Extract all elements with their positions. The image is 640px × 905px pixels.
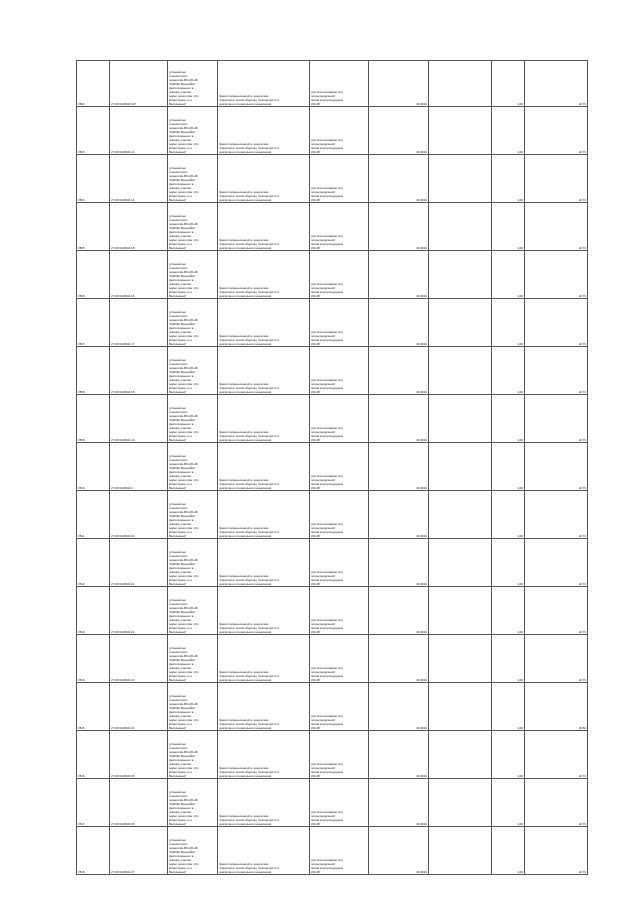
permitted-use-cell: для использования под опоры воздушной линии электропередачи 220 кВ: [310, 443, 369, 491]
coefficient-cell: 1,00: [492, 299, 525, 347]
plot-area-cell: 30,6624: [369, 61, 429, 107]
record-number-cell: 7807: [77, 299, 110, 347]
coefficient-cell: 1,00: [492, 395, 525, 443]
table-row: [77, 299, 588, 347]
plot-area-cell: 30,6624: [369, 347, 429, 395]
land-category-cell: Земли промышленности, энергетики, транспорта, земли обороны, безопасности и земли иного специального назначения: [218, 491, 310, 539]
location-description-cell: установлено относительно ориентира ВЛ-220 кВ "НЛРЭС-Валдгейм", расположенного в границе участка. адрес ориентира: обл. Известковое, р-н Великодный: [168, 539, 218, 587]
land-category-cell: Земли промышленности, энергетики, транспорта, земли обороны, безопасности и земли иного специального назначения: [218, 299, 310, 347]
location-description-cell: установлено относительно ориентира ВЛ-220 кВ "НЛРЭС-Валдгейм", расположенного в границе участка. адрес ориентира: обл. Известковое, р-н Великодный: [168, 61, 218, 107]
location-description-cell: установлено относительно ориентира ВЛ-220 кВ "НЛРЭС-Валдгейм", расположенного в границе участка. адрес ориентира: обл. Известковое, р-н Великодный: [168, 683, 218, 731]
empty-cell-cell: [429, 827, 492, 875]
table-row: [77, 683, 588, 731]
table-row: [77, 251, 588, 299]
cadastral-number-cell: 27:02:0109016:24: [110, 683, 168, 731]
coefficient-cell: 1,00: [492, 251, 525, 299]
location-description-cell: установлено относительно ориентира ВЛ-220 кВ "НЛРЭС-Валдгейм", расположенного в границе участка. адрес ориентира: обл. Известковое, р-н Великодный: [168, 587, 218, 635]
location-description-cell: установлено относительно ориентира ВЛ-220 кВ "НЛРЭС-Валдгейм", расположенного в границе участка. адрес ориентира: обл. Известковое, р-н Великодный: [168, 347, 218, 395]
permitted-use-cell: для использования под опоры воздушной линии электропередачи 220 кВ: [310, 347, 369, 395]
location-description-cell: установлено относительно ориентира ВЛ-220 кВ "НЛРЭС-Валдгейм", расположенного в границе участка. адрес ориентира: обл. Известковое, р-н Великодный: [168, 395, 218, 443]
empty-cell-cell: [429, 539, 492, 587]
empty-cell-cell: [429, 203, 492, 251]
empty-cell-cell: [429, 491, 492, 539]
empty-cell-cell: [429, 347, 492, 395]
land-category-cell: Земли промышленности, энергетики, транспорта, земли обороны, безопасности и земли иного специального назначения: [218, 587, 310, 635]
table-row: [77, 203, 588, 251]
coefficient-cell: 1,00: [492, 539, 525, 587]
empty-cell-cell: [429, 107, 492, 155]
land-plot-table: [76, 60, 588, 875]
empty-cell-cell: [429, 251, 492, 299]
cadastral-number-cell: 27:02:0109016:15: [110, 347, 168, 395]
cadastral-number-cell: 27:02:0109016:3: [110, 443, 168, 491]
plot-area-cell: 30,6624: [369, 443, 429, 491]
plot-area-cell: 30,6624: [369, 731, 429, 779]
table-row: [77, 539, 588, 587]
permitted-use-cell: для использования под опоры воздушной линии электропередачи 220 кВ: [310, 779, 369, 827]
table-row: [77, 731, 588, 779]
record-number-cell: 7814: [77, 635, 110, 683]
cadastral-number-cell: 27:02:0109016:197: [110, 61, 168, 107]
permitted-use-cell: для использования под опоры воздушной линии электропередачи 220 кВ: [310, 61, 369, 107]
land-category-cell: Земли промышленности, энергетики, транспорта, земли обороны, безопасности и земли иного специального назначения: [218, 683, 310, 731]
record-number-cell: 7815: [77, 683, 110, 731]
cadastral-number-cell: 27:02:0109016:27: [110, 827, 168, 875]
cadastral-number-cell: 27:02:0109016:17: [110, 299, 168, 347]
record-number-cell: 7816: [77, 731, 110, 779]
table-row: [77, 635, 588, 683]
coefficient-cell: 1,00: [492, 155, 525, 203]
coefficient-cell: 1,00: [492, 107, 525, 155]
table-row: [77, 827, 588, 875]
permitted-use-cell: для использования под опоры воздушной линии электропередачи 220 кВ: [310, 155, 369, 203]
permitted-use-cell: для использования под опоры воздушной линии электропередачи 220 кВ: [310, 251, 369, 299]
coefficient-cell: 1,00: [492, 443, 525, 491]
permitted-use-cell: для использования под опоры воздушной линии электропередачи 220 кВ: [310, 107, 369, 155]
amount-cell: 26,72: [525, 155, 588, 203]
record-number-cell: 7805: [77, 203, 110, 251]
land-category-cell: Земли промышленности, энергетики, транспорта, земли обороны, безопасности и земли иного специального назначения: [218, 203, 310, 251]
coefficient-cell: 1,00: [492, 61, 525, 107]
empty-cell-cell: [429, 299, 492, 347]
plot-area-cell: 30,6624: [369, 491, 429, 539]
land-category-cell: Земли промышленности, энергетики, транспорта, земли обороны, безопасности и земли иного специального назначения: [218, 107, 310, 155]
amount-cell: 26,72: [525, 491, 588, 539]
permitted-use-cell: для использования под опоры воздушной линии электропередачи 220 кВ: [310, 299, 369, 347]
land-category-cell: Земли промышленности, энергетики, транспорта, земли обороны, безопасности и земли иного специального назначения: [218, 827, 310, 875]
empty-cell-cell: [429, 61, 492, 107]
amount-cell: 26,72: [525, 731, 588, 779]
permitted-use-cell: для использования под опоры воздушной линии электропередачи 220 кВ: [310, 587, 369, 635]
plot-area-cell: 30,6624: [369, 299, 429, 347]
location-description-cell: установлено относительно ориентира ВЛ-220 кВ "НЛРЭС-Валдгейм", расположенного в границе участка. адрес ориентира: обл. Известковое, р-н Великодный: [168, 107, 218, 155]
plot-area-cell: 30,6624: [369, 107, 429, 155]
land-category-cell: Земли промышленности, энергетики, транспорта, земли обороны, безопасности и земли иного специального назначения: [218, 395, 310, 443]
location-description-cell: установлено относительно ориентира ВЛ-220 кВ "НЛРЭС-Валдгейм", расположенного в границе участка. адрес ориентира: обл. Известковое, р-н Великодный: [168, 491, 218, 539]
table-row: [77, 491, 588, 539]
amount-cell: 26,72: [525, 347, 588, 395]
amount-cell: 26,72: [525, 539, 588, 587]
empty-cell-cell: [429, 587, 492, 635]
amount-cell: 26,79: [525, 827, 588, 875]
table-row: [77, 779, 588, 827]
cadastral-number-cell: 27:02:0109016:10: [110, 107, 168, 155]
coefficient-cell: 1,00: [492, 827, 525, 875]
table-row: [77, 61, 588, 107]
cadastral-number-cell: 27:02:0109016:14: [110, 155, 168, 203]
record-number-cell: 7809: [77, 395, 110, 443]
location-description-cell: установлено относительно ориентира ВЛ-220 кВ "НЛРЭС-Валдгейм", расположенного в границе участка. адрес ориентира: обл. Известковое, р-н Великодный: [168, 155, 218, 203]
table-row: [77, 587, 588, 635]
empty-cell-cell: [429, 443, 492, 491]
record-number-cell: 7812: [77, 539, 110, 587]
permitted-use-cell: для использования под опоры воздушной линии электропередачи 220 кВ: [310, 635, 369, 683]
permitted-use-cell: для использования под опоры воздушной линии электропередачи 220 кВ: [310, 683, 369, 731]
plot-area-cell: 30,6624: [369, 203, 429, 251]
plot-area-cell: 30,6624: [369, 155, 429, 203]
plot-area-cell: 30,6624: [369, 635, 429, 683]
coefficient-cell: 1,00: [492, 491, 525, 539]
location-description-cell: установлено относительно ориентира ВЛ-220 кВ "НЛРЭС-Валдгейм", расположенного в границе участка. адрес ориентира: обл. Известковое, р-н Великодный: [168, 635, 218, 683]
coefficient-cell: 1,00: [492, 683, 525, 731]
record-number-cell: 7803: [77, 107, 110, 155]
permitted-use-cell: для использования под опоры воздушной линии электропередачи 220 кВ: [310, 203, 369, 251]
record-number-cell: 7813: [77, 587, 110, 635]
table-row: [77, 107, 588, 155]
land-category-cell: Земли промышленности, энергетики, транспорта, земли обороны, безопасности и земли иного специального назначения: [218, 347, 310, 395]
record-number-cell: 7804: [77, 155, 110, 203]
amount-cell: 26,79: [525, 443, 588, 491]
amount-cell: 26,82: [525, 683, 588, 731]
record-number-cell: 7806: [77, 251, 110, 299]
land-category-cell: Земли промышленности, энергетики, транспорта, земли обороны, безопасности и земли иного специального назначения: [218, 731, 310, 779]
amount-cell: 26,79: [525, 107, 588, 155]
cadastral-number-cell: 27:02:0109016:22: [110, 587, 168, 635]
plot-area-cell: 30,6624: [369, 587, 429, 635]
plot-area-cell: 30,6624: [369, 779, 429, 827]
empty-cell-cell: [429, 731, 492, 779]
permitted-use-cell: для использования под опоры воздушной линии электропередачи 220 кВ: [310, 491, 369, 539]
plot-area-cell: 30,6624: [369, 827, 429, 875]
location-description-cell: установлено относительно ориентира ВЛ-220 кВ "НЛРЭС-Валдгейм", расположенного в границе участка. адрес ориентира: обл. Известковое, р-н Великодный: [168, 203, 218, 251]
table-row: [77, 347, 588, 395]
amount-cell: 26,79: [525, 779, 588, 827]
cadastral-number-cell: 27:02:0109016:26: [110, 779, 168, 827]
land-category-cell: Земли промышленности, энергетики, транспорта, земли обороны, безопасности и земли иного специального назначения: [218, 61, 310, 107]
permitted-use-cell: для использования под опоры воздушной линии электропередачи 220 кВ: [310, 395, 369, 443]
coefficient-cell: 1,00: [492, 347, 525, 395]
land-category-cell: Земли промышленности, энергетики, транспорта, земли обороны, безопасности и земли иного специального назначения: [218, 779, 310, 827]
cadastral-number-cell: 27:02:0109016:20: [110, 491, 168, 539]
plot-area-cell: 30,6624: [369, 251, 429, 299]
record-number-cell: 7811: [77, 491, 110, 539]
cadastral-number-cell: 27:02:0109016:18: [110, 203, 168, 251]
amount-cell: 26,79: [525, 395, 588, 443]
location-description-cell: установлено относительно ориентира ВЛ-220 кВ "НЛРЭС-Валдгейм", расположенного в границе участка. адрес ориентира: обл. Известковое, р-н Великодный: [168, 299, 218, 347]
amount-cell: 26,79: [525, 61, 588, 107]
location-description-cell: установлено относительно ориентира ВЛ-220 кВ "НЛРЭС-Валдгейм", расположенного в границе участка. адрес ориентира: обл. Известковое, р-н Великодный: [168, 731, 218, 779]
record-number-cell: 7808: [77, 347, 110, 395]
empty-cell-cell: [429, 155, 492, 203]
location-description-cell: установлено относительно ориентира ВЛ-220 кВ "НЛРЭС-Валдгейм", расположенного в границе участка. адрес ориентира: обл. Известковое, р-н Великодный: [168, 443, 218, 491]
record-number-cell: 7817: [77, 779, 110, 827]
empty-cell-cell: [429, 635, 492, 683]
location-description-cell: установлено относительно ориентира ВЛ-220 кВ "НЛРЭС-Валдгейм", расположенного в границе участка. адрес ориентира: обл. Известковое, р-н Великодный: [168, 779, 218, 827]
location-description-cell: установлено относительно ориентира ВЛ-220 кВ "НЛРЭС-Валдгейм", расположенного в границе участка. адрес ориентира: обл. Известковое, р-н Великодный: [168, 251, 218, 299]
amount-cell: 26,79: [525, 635, 588, 683]
record-number-cell: 7810: [77, 443, 110, 491]
permitted-use-cell: для использования под опоры воздушной линии электропередачи 220 кВ: [310, 827, 369, 875]
coefficient-cell: 1,00: [492, 779, 525, 827]
empty-cell-cell: [429, 683, 492, 731]
plot-area-cell: 30,6624: [369, 683, 429, 731]
location-description-cell: установлено относительно ориентира ВЛ-220 кВ "НЛРЭС-Валдгейм", расположенного в границе участка. адрес ориентира: обл. Известковое, р-н Великодный: [168, 827, 218, 875]
table-body: [77, 61, 588, 875]
record-number-cell: 7802: [77, 61, 110, 107]
coefficient-cell: 1,00: [492, 203, 525, 251]
cadastral-number-cell: 27:02:0109016:25: [110, 731, 168, 779]
land-category-cell: Земли промышленности, энергетики, транспорта, земли обороны, безопасности и земли иного специального назначения: [218, 443, 310, 491]
cadastral-number-cell: 27:02:0109016:19: [110, 395, 168, 443]
empty-cell-cell: [429, 779, 492, 827]
plot-area-cell: 30,6624: [369, 539, 429, 587]
amount-cell: 26,79: [525, 251, 588, 299]
coefficient-cell: 1,00: [492, 635, 525, 683]
cadastral-number-cell: 27:02:0109016:23: [110, 635, 168, 683]
land-category-cell: Земли промышленности, энергетики, транспорта, земли обороны, безопасности и земли иного специального назначения: [218, 155, 310, 203]
land-category-cell: Земли промышленности, энергетики, транспорта, земли обороны, безопасности и земли иного специального назначения: [218, 539, 310, 587]
amount-cell: 26,79: [525, 587, 588, 635]
land-category-cell: Земли промышленности, энергетики, транспорта, земли обороны, безопасности и земли иного специального назначения: [218, 635, 310, 683]
table-row: [77, 443, 588, 491]
permitted-use-cell: для использования под опоры воздушной линии электропередачи 220 кВ: [310, 539, 369, 587]
land-category-cell: Земли промышленности, энергетики, транспорта, земли обороны, безопасности и земли иного специального назначения: [218, 251, 310, 299]
empty-cell-cell: [429, 395, 492, 443]
coefficient-cell: 1,00: [492, 587, 525, 635]
permitted-use-cell: для использования под опоры воздушной линии электропередачи 220 кВ: [310, 731, 369, 779]
plot-area-cell: 30,6624: [369, 395, 429, 443]
table-row: [77, 395, 588, 443]
table-row: [77, 155, 588, 203]
cadastral-number-cell: 27:02:0109016:16: [110, 251, 168, 299]
amount-cell: 26,79: [525, 299, 588, 347]
record-number-cell: 7818: [77, 827, 110, 875]
cadastral-number-cell: 27:02:0109016:21: [110, 539, 168, 587]
amount-cell: 26,72: [525, 203, 588, 251]
coefficient-cell: 1,00: [492, 731, 525, 779]
